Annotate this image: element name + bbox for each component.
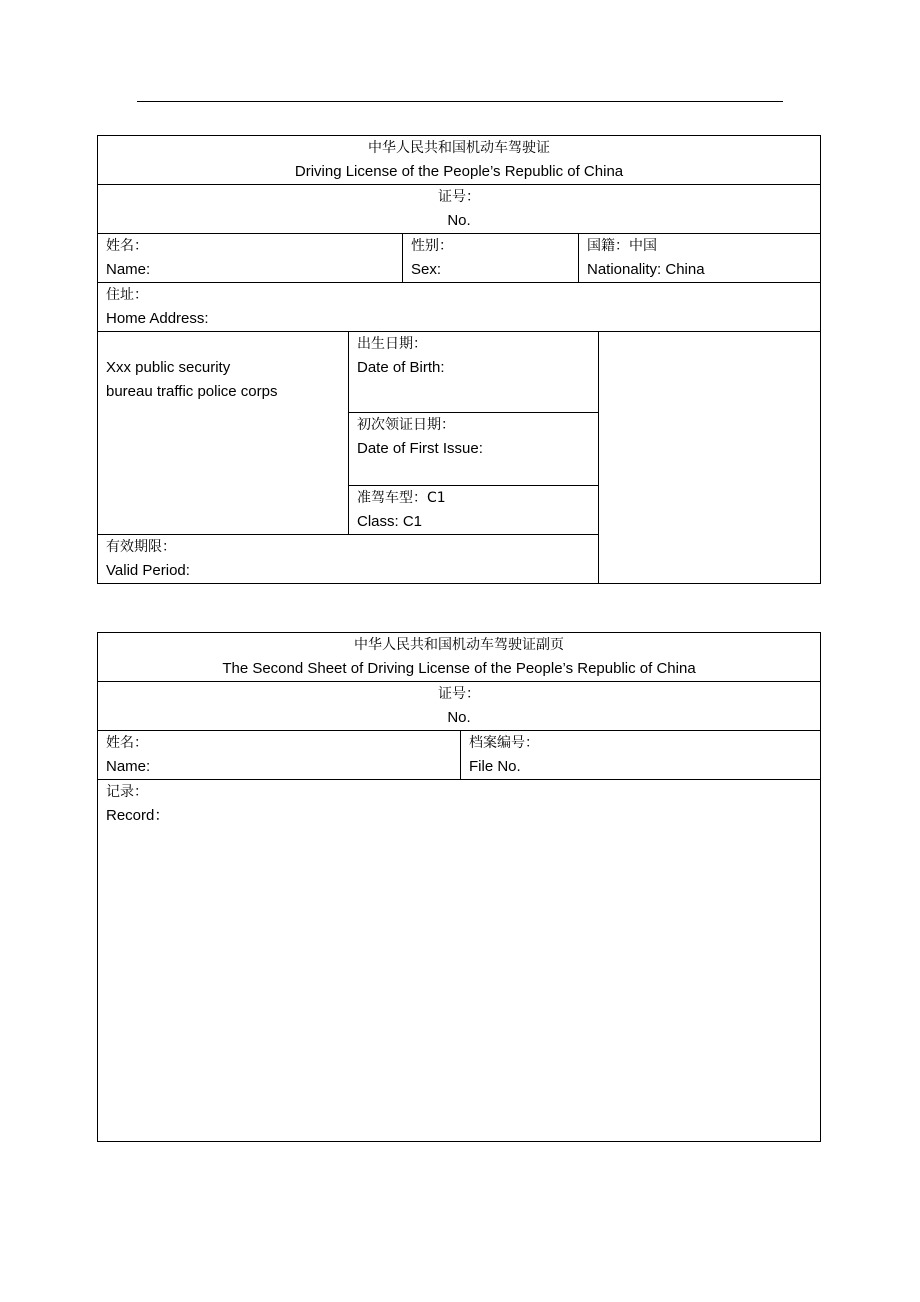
license-valid-label-zh: 有效期限： — [106, 539, 176, 555]
license-title-cell — [97, 135, 821, 185]
license-birth-label-en: Date of Birth: — [357, 359, 445, 376]
second-sheet-name-cell — [97, 730, 461, 780]
license-name-label-en: Name: — [106, 261, 151, 278]
license-sex-label-en: Sex: — [411, 261, 442, 278]
header-rule — [137, 101, 783, 102]
license-nationality-cell — [578, 233, 821, 283]
second-sheet-file-label-en: File No. — [469, 758, 521, 775]
license-class-cell — [348, 485, 599, 535]
second-sheet-name-label-en: Name: — [106, 758, 151, 775]
license-issuer-line2: bureau traffic police corps — [106, 383, 278, 400]
second-sheet-file-cell — [460, 730, 821, 780]
license-number-label-en: No. — [447, 212, 471, 229]
second-sheet-file-label-zh: 档案编号： — [469, 735, 539, 751]
license-first-issue-cell — [348, 412, 599, 486]
license-valid-period-cell — [97, 534, 599, 584]
second-sheet-name-label-zh: 姓名： — [106, 735, 148, 751]
license-issuer-cell — [97, 331, 349, 535]
second-sheet-number-label-zh: 证号： — [438, 686, 480, 702]
license-address-label-en: Home Address: — [106, 310, 209, 327]
license-issuer-line1: Xxx public security — [106, 359, 231, 376]
license-sex-label-zh: 性别： — [411, 238, 453, 254]
second-sheet-number-label-en: No. — [447, 709, 471, 726]
license-name-cell — [97, 233, 403, 283]
license-number-cell — [97, 184, 821, 234]
license-nationality-zh: 国籍：中国 — [587, 238, 657, 254]
license-title-zh: 中华人民共和国机动车驾驶证 — [368, 140, 550, 156]
license-class-en: Class: C1 — [357, 513, 423, 530]
second-sheet-record-label-en: Record： — [106, 807, 170, 824]
license-valid-label-en: Valid Period: — [106, 562, 190, 579]
second-sheet-title-en: The Second Sheet of Driving License of the People’s Republic of China — [222, 660, 696, 677]
license-address-cell — [97, 282, 821, 332]
license-photo-cell — [598, 331, 821, 584]
license-nationality-en: Nationality: China — [587, 261, 705, 278]
second-sheet-number-cell — [97, 681, 821, 731]
license-number-label-zh: 证号： — [438, 189, 480, 205]
second-sheet-title-zh: 中华人民共和国机动车驾驶证副页 — [354, 637, 564, 653]
second-sheet-record-label-zh: 记录： — [106, 784, 148, 800]
license-address-label-zh: 住址： — [106, 287, 148, 303]
license-name-label-zh: 姓名： — [106, 238, 148, 254]
license-title-en: Driving License of the People’s Republic of China — [294, 163, 624, 180]
license-class-zh: 准驾车型：C1 — [357, 490, 446, 506]
license-birth-cell — [348, 331, 599, 413]
license-birth-label-zh: 出生日期： — [357, 336, 427, 352]
second-sheet-record-cell — [97, 779, 821, 1142]
license-first-issue-label-zh: 初次领证日期： — [357, 417, 455, 433]
second-sheet-title-cell — [97, 632, 821, 682]
license-first-issue-label-en: Date of First Issue: — [357, 440, 483, 457]
license-sex-cell — [402, 233, 579, 283]
